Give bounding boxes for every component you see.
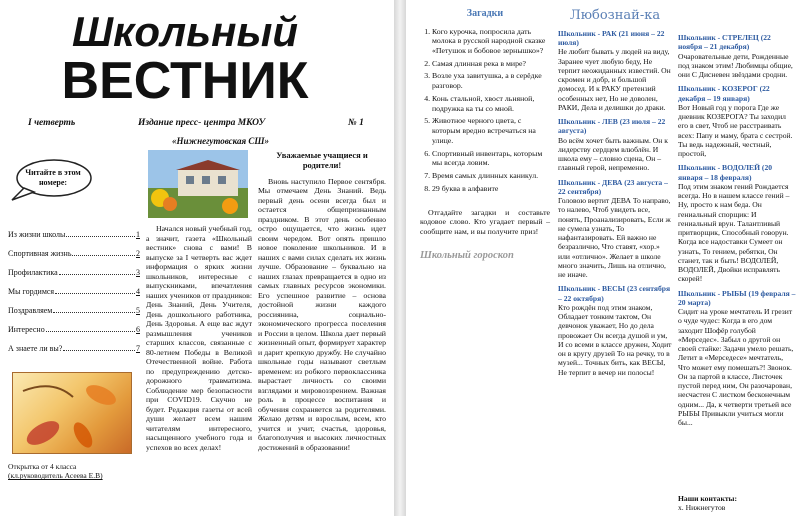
sign-name: Школьник - ВОДОЛЕЙ (20 января – 18 февраля)	[678, 163, 773, 182]
toc-item[interactable]: Мы гордимся 4	[8, 287, 140, 296]
sign-name: Школьник - ЛЕВ (23 июля – 22 августа)	[558, 117, 666, 136]
sign-name: Школьник - ДЕВА (23 августа – 22 сентября)	[558, 177, 668, 196]
riddle-item: 6. Спортивный инвентарь, которым мы всегда ловим.	[432, 149, 550, 168]
sign-aquarius	[678, 163, 796, 283]
greeting-card-image	[12, 372, 132, 454]
contacts-heading: Наши контакты:	[678, 494, 738, 503]
riddle-item: 5. Животное черного цвета, с которым вредно встречаться на улице.	[432, 116, 550, 145]
sign-cancer	[558, 29, 672, 112]
school-photo	[148, 150, 248, 218]
address-text: Вновь наступило Первое сентября. Мы отмечаем День Знаний. Ведь первый день осени всегда был и остается общепризнанным праздником. В этот день особенно остро ощущается, что жизнь идет своим чередом. Вот опять пришло новое поколение школьников. И в наших с вами силах сделать их жизнь лучше. Образование – буквально на наших глазах превращается в одно из самых главных ресурсов экономики. Его успешное развитие – основа достойной жизни каждого россиянина, социально-экономического прогресса поселения и России в целом. Школа дает первый жизненный опыт, формирует характер и дарит крепкую дружбу. Не случайно школьные годы называют светлым временем: из робкого первоклассника вырастает личность со своими взглядами и мировоззрением. Важная роль в процессе воспитания и обучения сохраняется за родителями. Желаю детям и взрослым, всем, кто учится и учит, счастья, здоровья, благополучия и высоких личностных достижений в образовании!	[258, 176, 386, 452]
riddle-item: 1. Кого курочка, попросила дать молока в русской народной сказке «Петушок и бобовое зернышко»?	[432, 27, 550, 56]
riddle-item: 3. Возле уха завитушка, а в серёдке разговор.	[432, 71, 550, 90]
toc-item[interactable]: Из жизни школы 1	[8, 230, 140, 239]
sign-text: Вот Новый год у порога Где же дневник КОЗЕРОГА? Ты заходил его в свет, Чтоб не расстраивать всех: Папу и маму, брата с сестрой. Ты ведь надежный, честный, простой,	[678, 102, 793, 158]
sign-name: Школьник - РЫБЫ (19 февраля – 20 марта)	[678, 288, 796, 307]
riddle-item: 7. Время самых длинных каникул.	[432, 171, 550, 181]
masthead-line2: ВЕСТНИК	[61, 52, 309, 106]
sign-name: Школьник - КОЗЕРОГ (22 декабря – 19 января)	[678, 84, 770, 103]
sign-virgo	[558, 178, 672, 280]
sign-text: Головою вертит ДЕВА То направо, то налево, Чтоб увидеть все, понять, Проанализировать, Если ж не сумела узнать, То нафантазировать. Ей важно не безразлично, Что ставят, «хор.» или «отлично». Желает в школе много значить, Лишь на отлично, не иначе.	[558, 196, 671, 280]
sign-capricorn	[678, 84, 796, 158]
riddles-list	[420, 27, 550, 194]
riddle-item: 2. Самая длинная река в мире?	[432, 59, 550, 69]
masthead-logo	[60, 6, 310, 106]
intro-article	[146, 224, 252, 452]
sign-name: Школьник - РАК (21 июня – 22 июля)	[558, 28, 665, 48]
riddle-item: 8. 29 буква в алфавите	[432, 184, 550, 194]
riddles-title: Загадки	[466, 8, 504, 19]
page-gutter	[394, 0, 406, 516]
issue-publisher: Издание пресс- центра МКОУ	[138, 118, 266, 128]
address-article	[258, 150, 386, 452]
intro-paragraph: Начался новый учебный год, а значит, газета «Школьный вестник» снова с вами! В выпуске за I четверть вас ждет информация о ярких жизни школьников, интересные с выпускниками, впечатления наших учеников от праздников: День Знаний, День Учителя, День дошкольного работника, День Здоровья. А еще вас ждут размышления учеников старших классов, связанные с 80-летием Победы в Великой Отечественной войне. Работа по предупреждению детско-дорожного травматизма. Соблюдение мер безопасности при COVID19. Скучно не будет. Редакция газеты от всей души желает всем нашим читателям интересного, насыщенного учебного года и успехов во всех делах!	[146, 224, 252, 452]
toc-item[interactable]: Поздравляем 5	[8, 306, 140, 315]
sign-text: Во всём хочет быть важным. Он к лидерству сердцем влюблён. И школа ему – словно сцена, Он – главный герой, непременно.	[558, 135, 668, 173]
riddles-section	[420, 8, 550, 262]
sign-text: Под этим знаком гений Рождается всегда. Но в нашем классе гений – Ну, просто к нам беда. Он гениальный спорщик: И гениальный врун. Талантливый притворщик, Способный говорун. Когда все надоставки Сумеет он узнать, То гением, ребятки, Он станет, так и быть! ВОДОЛЕЙ, ВОДОЛЕЙ, Двойки исправлять скорей!	[678, 181, 790, 284]
riddle-item: 4. Конь стальной, хвост льняной, подружка ка ты со мной.	[432, 94, 550, 113]
horoscope-title: Школьный гороскоп	[420, 249, 514, 261]
bubble-text: Читайте в этом номере:	[25, 168, 81, 187]
page-right	[406, 0, 800, 516]
sign-name: Школьник - ВЕСЫ (23 сентября – 22 октября)	[558, 284, 671, 303]
contacts-line: х. Нижнегутов	[678, 503, 726, 513]
issue-number: № 1	[348, 118, 364, 128]
address-heading: Уважаемые учащиеся и родители!	[276, 150, 368, 171]
toc-item[interactable]: Интересно 6	[8, 325, 140, 334]
horoscope-column-1	[558, 8, 672, 377]
toc-item[interactable]: Спортивная жизнь 2	[8, 249, 140, 258]
sign-sagittarius	[678, 33, 796, 79]
page-left	[0, 0, 394, 516]
sign-text: Очаровательные дети, Рожденные под знаком этим! Любимцы общие, они С Дисневен звёздами сродни.	[678, 51, 793, 79]
riddles-note: Отгадайте загадки и составьте кодовое слово. Кто угадает первый – сообщите нам, и вы получите приз!	[420, 207, 550, 236]
sign-leo	[558, 117, 672, 173]
toc-item[interactable]: Профилактика 3	[8, 268, 140, 277]
card-caption: Открытка от 4 класса (кл.руководитель Асеева Е.В)	[8, 462, 103, 481]
sign-text: Не любит бывать у людей на виду, Заранее чует любую беду, Не терпит неожиданных известий. Он скромен и добр, и большой домосед. И к РАКУ претензий особенных нет, Но не доволен, РАКИ, Дела и делишки до драки.	[558, 47, 671, 112]
masthead-wordmark	[60, 6, 310, 106]
contacts	[678, 494, 796, 512]
masthead-line1: Школьный	[71, 8, 299, 55]
lubo-title: Любознай-ка	[569, 8, 661, 23]
sign-text: Кто рождён под этим знаком, Обладает тонким тактом, Он девчонок уважает, Но до дела провожает Он всегда душой и ум, И со всеми в классе дружен, Ходит он в кругу друзей То на речку, то в музей... Точных бить, как ВЕСЫ, Не терпит в вечер ни полосы!	[558, 302, 672, 377]
issue-school: «Нижнегутовская СШ»	[172, 136, 270, 146]
sign-pisces	[678, 289, 796, 428]
sign-libra	[558, 284, 672, 377]
sign-name: Школьник - СТРЕЛЕЦ (22 ноября – 21 декабря)	[678, 33, 771, 52]
table-of-contents	[8, 230, 140, 363]
toc-item[interactable]: А знаете ли вы? 7	[8, 344, 140, 353]
sign-text: Сидит на уроке мечтатель И грезит о чуде чудес: Когда в его дом заходит Шофёр голубой «Мерседес». Забыл о другой он своей стайке: Задачи умело решать, Летит в «Мерседесе» мечтатель, Что может ему помешать?! Звонок. Он за партой в классе, Листочек пустой перед ним, Он разочарован, несчастен С листком бесконечным одним... Да, к четверти третьей все РЫБЫ Привыкли учиться могли бы...	[678, 307, 794, 427]
issue-quarter: I четверть	[28, 118, 76, 128]
horoscope-column-2	[678, 28, 796, 427]
